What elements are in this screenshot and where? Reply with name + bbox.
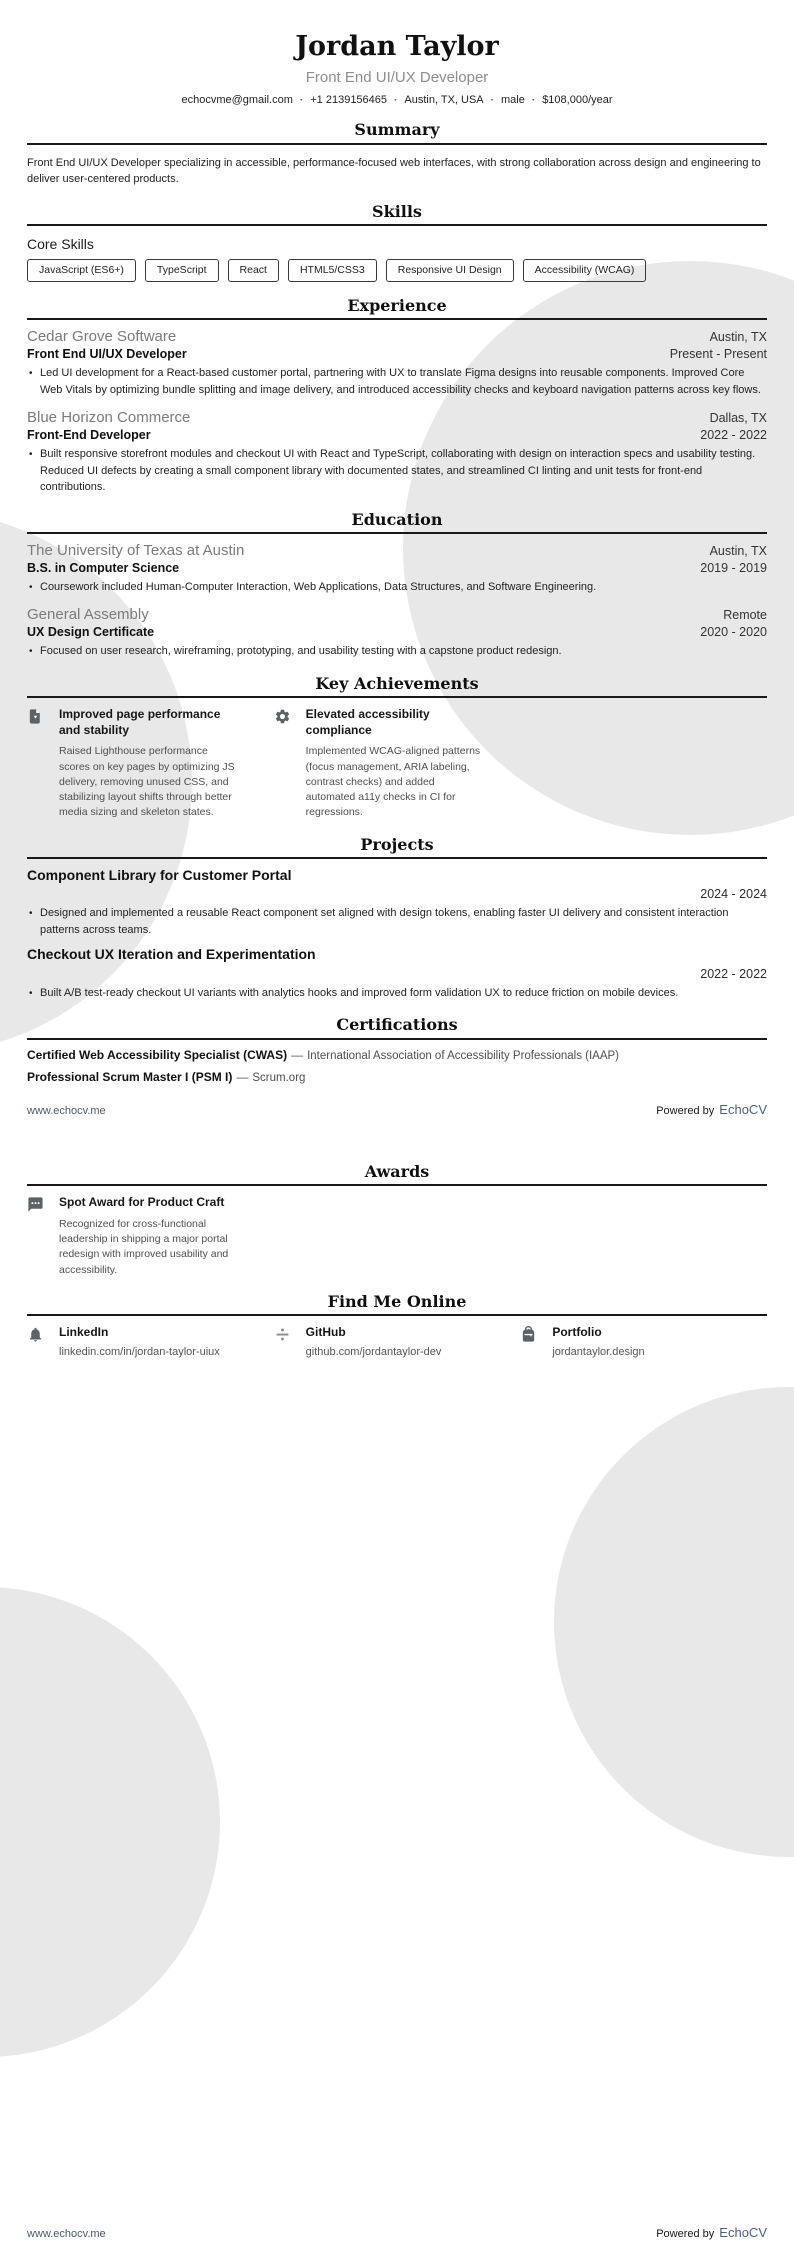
- project-dates: 2022 - 2022: [700, 966, 767, 981]
- project-entry: [27, 946, 767, 1001]
- project-dates: 2024 - 2024: [700, 887, 767, 902]
- contact-gender: male: [501, 94, 525, 107]
- brand-link[interactable]: EchoCV: [719, 2225, 767, 2240]
- section-education: [27, 511, 767, 660]
- contact-line: [27, 94, 767, 106]
- link-url[interactable]: linkedin.com/in/jordan-taylor-uiux: [59, 1345, 220, 1358]
- brand-link[interactable]: EchoCV: [719, 1102, 767, 1117]
- contact-separator: ·: [299, 95, 304, 107]
- section-rule: [27, 1038, 767, 1040]
- section-rule: [27, 532, 767, 534]
- education-bullets: [27, 579, 767, 596]
- link-item-portfolio: [520, 1325, 767, 1358]
- contact-separator: ·: [531, 95, 536, 107]
- page-2: [0, 1123, 794, 2246]
- skill-chip: JavaScript (ES6+): [27, 259, 136, 282]
- certification-separator: —: [291, 1047, 304, 1062]
- project-bullet: • Built A/B test-ready checkout UI variants with analytics hooks and improved form validation UX to reduce friction on mobile devices.: [27, 985, 767, 1002]
- award-title: Spot Award for Product Craft: [59, 1195, 225, 1210]
- powered-by-text: [656, 2225, 767, 2240]
- certification-name: Certified Web Accessibility Specialist (CWAS): [27, 1047, 288, 1062]
- experience-heading: Experience: [347, 295, 447, 315]
- link-item-github: [274, 1325, 521, 1358]
- experience-entry: [27, 328, 767, 398]
- school-location: Remote: [723, 608, 767, 623]
- links-grid: [27, 1325, 767, 1358]
- section-rule: [27, 1314, 767, 1316]
- section-rule: [27, 143, 767, 145]
- section-experience: [27, 297, 767, 496]
- powered-by-label: Powered by: [656, 2228, 715, 2240]
- job-bullet: • Built responsive storefront modules and checkout UI with React and TypeScript, collaborating with design on interaction specs and usability testing. Reduced UI defects by creating a small component library with documented states, and streamlined CI linting and unit tests for front-end contributions.: [27, 446, 767, 496]
- job-dates: 2022 - 2022: [700, 428, 767, 443]
- company-name: Cedar Grove Software: [27, 328, 177, 346]
- section-awards: [27, 1163, 767, 1278]
- link-label: LinkedIn: [59, 1325, 109, 1340]
- skill-chip: TypeScript: [145, 259, 219, 282]
- experience-entry: [27, 409, 767, 496]
- education-bullet: • Coursework included Human-Computer Interaction, Web Applications, Data Structures, and Software Engineering.: [27, 579, 767, 596]
- section-rule: [27, 224, 767, 226]
- link-label: Portfolio: [552, 1325, 602, 1340]
- contact-salary: $108,000/year: [542, 94, 613, 107]
- site-link[interactable]: www.echocv.me: [27, 2228, 106, 2240]
- skills-heading: Skills: [372, 201, 422, 221]
- certification-issuer: Scrum.org: [252, 1071, 306, 1084]
- find-me-online-heading: Find Me Online: [327, 1291, 467, 1311]
- section-rule: [27, 696, 767, 698]
- skill-chip: React: [228, 259, 279, 282]
- certification-name: Professional Scrum Master I (PSM I): [27, 1069, 233, 1084]
- company-location: Dallas, TX: [709, 411, 767, 426]
- skills-group-label: Core Skills: [27, 236, 94, 253]
- bell-icon: [27, 1326, 44, 1343]
- project-title: Checkout UX Iteration and Experimentation: [27, 946, 316, 963]
- awards-heading: Awards: [364, 1162, 430, 1181]
- link-item-linkedin: [27, 1325, 274, 1358]
- school-name: The University of Texas at Austin: [27, 541, 245, 559]
- certification-separator: —: [236, 1069, 249, 1084]
- achievement-title: Improved page performance and stability: [59, 707, 221, 737]
- section-rule: [27, 857, 767, 859]
- job-bullets: [27, 446, 767, 496]
- key-achievements-heading: Key Achievements: [315, 673, 479, 693]
- job-bullets: [27, 365, 767, 398]
- section-projects: [27, 836, 767, 1002]
- degree-title: UX Design Certificate: [27, 625, 155, 640]
- degree-dates: 2020 - 2020: [700, 625, 767, 640]
- school-name: General Assembly: [27, 606, 149, 624]
- contact-separator: ·: [394, 95, 398, 107]
- certification-item: [27, 1048, 767, 1062]
- projects-heading: Projects: [360, 834, 434, 854]
- school-location: Austin, TX: [709, 543, 767, 558]
- job-title: Front-End Developer: [27, 428, 151, 443]
- achievements-grid: [27, 707, 767, 820]
- project-entry: [27, 867, 767, 939]
- project-bullet: • Designed and implemented a reusable React component set aligned with design tokens, enabling faster UI delivery and consistent interaction patterns across teams.: [27, 905, 767, 938]
- section-certifications: [27, 1016, 767, 1083]
- degree-dates: 2019 - 2019: [700, 560, 767, 575]
- company-name: Blue Horizon Commerce: [27, 409, 191, 427]
- degree-title: B.S. in Computer Science: [27, 560, 180, 575]
- section-summary: [27, 121, 767, 187]
- summary-text: Front End UI/UX Developer specializing in accessible, performance-focused web interfaces, with strong collaboration across design and engineering to deliver user-centered products.: [27, 156, 761, 186]
- contact-separator: ·: [490, 95, 494, 107]
- powered-by-label: Powered by: [656, 1105, 715, 1117]
- contact-location: Austin, TX, USA: [404, 94, 484, 107]
- page-footer: [27, 2225, 767, 2240]
- section-rule: [27, 1184, 767, 1186]
- candidate-name: Jordan Taylor: [295, 31, 499, 62]
- section-find-me-online: [27, 1293, 767, 1358]
- skill-chip: Accessibility (WCAG): [523, 259, 647, 282]
- page-footer: [27, 1102, 767, 1117]
- gear-icon: [274, 708, 291, 725]
- candidate-title: Front End UI/UX Developer: [305, 69, 489, 87]
- file-icon: [27, 708, 44, 725]
- section-key-achievements: [27, 675, 767, 821]
- skills-chip-list: [27, 259, 767, 282]
- link-url[interactable]: github.com/jordantaylor-dev: [305, 1345, 442, 1358]
- project-bullets: [27, 905, 767, 938]
- certifications-heading: Certifications: [336, 1015, 458, 1035]
- comment-icon: [27, 1196, 44, 1213]
- job-title: Front End UI/UX Developer: [27, 347, 187, 362]
- education-bullet: • Focused on user research, wireframing, prototyping, and usability testing with a capstone product redesign.: [27, 643, 767, 660]
- section-skills: [27, 203, 767, 282]
- achievement-item: [274, 707, 521, 820]
- education-entry: [27, 606, 767, 660]
- link-url[interactable]: jordantaylor.design: [552, 1345, 645, 1358]
- achievement-description: Raised Lighthouse performance scores on key pages by optimizing JS delivery, removing unused CSS, and stabilizing layout shifts through better media sizing and skeleton states.: [59, 745, 235, 819]
- contact-email: echocvme@gmail.com: [181, 94, 293, 107]
- job-bullet: • Led UI development for a React-based customer portal, partnering with UX to translate Figma designs into reusable components. Improved Core Web Vitals by optimizing bundle splitting and image delivery, and introduced accessibility checks and keyboard navigation patterns across key flows.: [27, 365, 767, 398]
- company-location: Austin, TX: [709, 330, 767, 345]
- divide-icon: [274, 1326, 291, 1343]
- project-title: Component Library for Customer Portal: [27, 866, 292, 883]
- skill-chip: Responsive UI Design: [386, 259, 514, 282]
- achievement-description: Implemented WCAG-aligned patterns (focus management, ARIA labeling, contrast checks) and added automated a11y checks in CI for regressions.: [305, 745, 481, 819]
- award-description: Recognized for cross-functional leadership in shipping a major portal redesign with improved usability and accessibility.: [59, 1217, 229, 1276]
- project-bullets: [27, 985, 767, 1002]
- job-dates: Present - Present: [669, 347, 767, 362]
- education-entry: [27, 542, 767, 596]
- powered-by-text: [656, 1102, 767, 1117]
- award-item: [27, 1195, 274, 1277]
- certification-item: [27, 1070, 767, 1084]
- backpack-icon: [520, 1326, 537, 1343]
- summary-heading: Summary: [354, 120, 440, 140]
- site-link[interactable]: www.echocv.me: [27, 1105, 106, 1117]
- achievement-item: [27, 707, 274, 820]
- education-bullets: [27, 643, 767, 660]
- certification-issuer: International Association of Accessibility Professionals (IAAP): [307, 1049, 620, 1062]
- education-heading: Education: [351, 509, 443, 529]
- section-rule: [27, 318, 767, 320]
- link-label: GitHub: [305, 1325, 346, 1340]
- skill-chip: HTML5/CSS3: [288, 259, 377, 282]
- awards-grid: [27, 1195, 767, 1277]
- achievement-title: Elevated accessibility compliance: [305, 707, 430, 737]
- contact-phone: +1 2139156465: [310, 94, 388, 107]
